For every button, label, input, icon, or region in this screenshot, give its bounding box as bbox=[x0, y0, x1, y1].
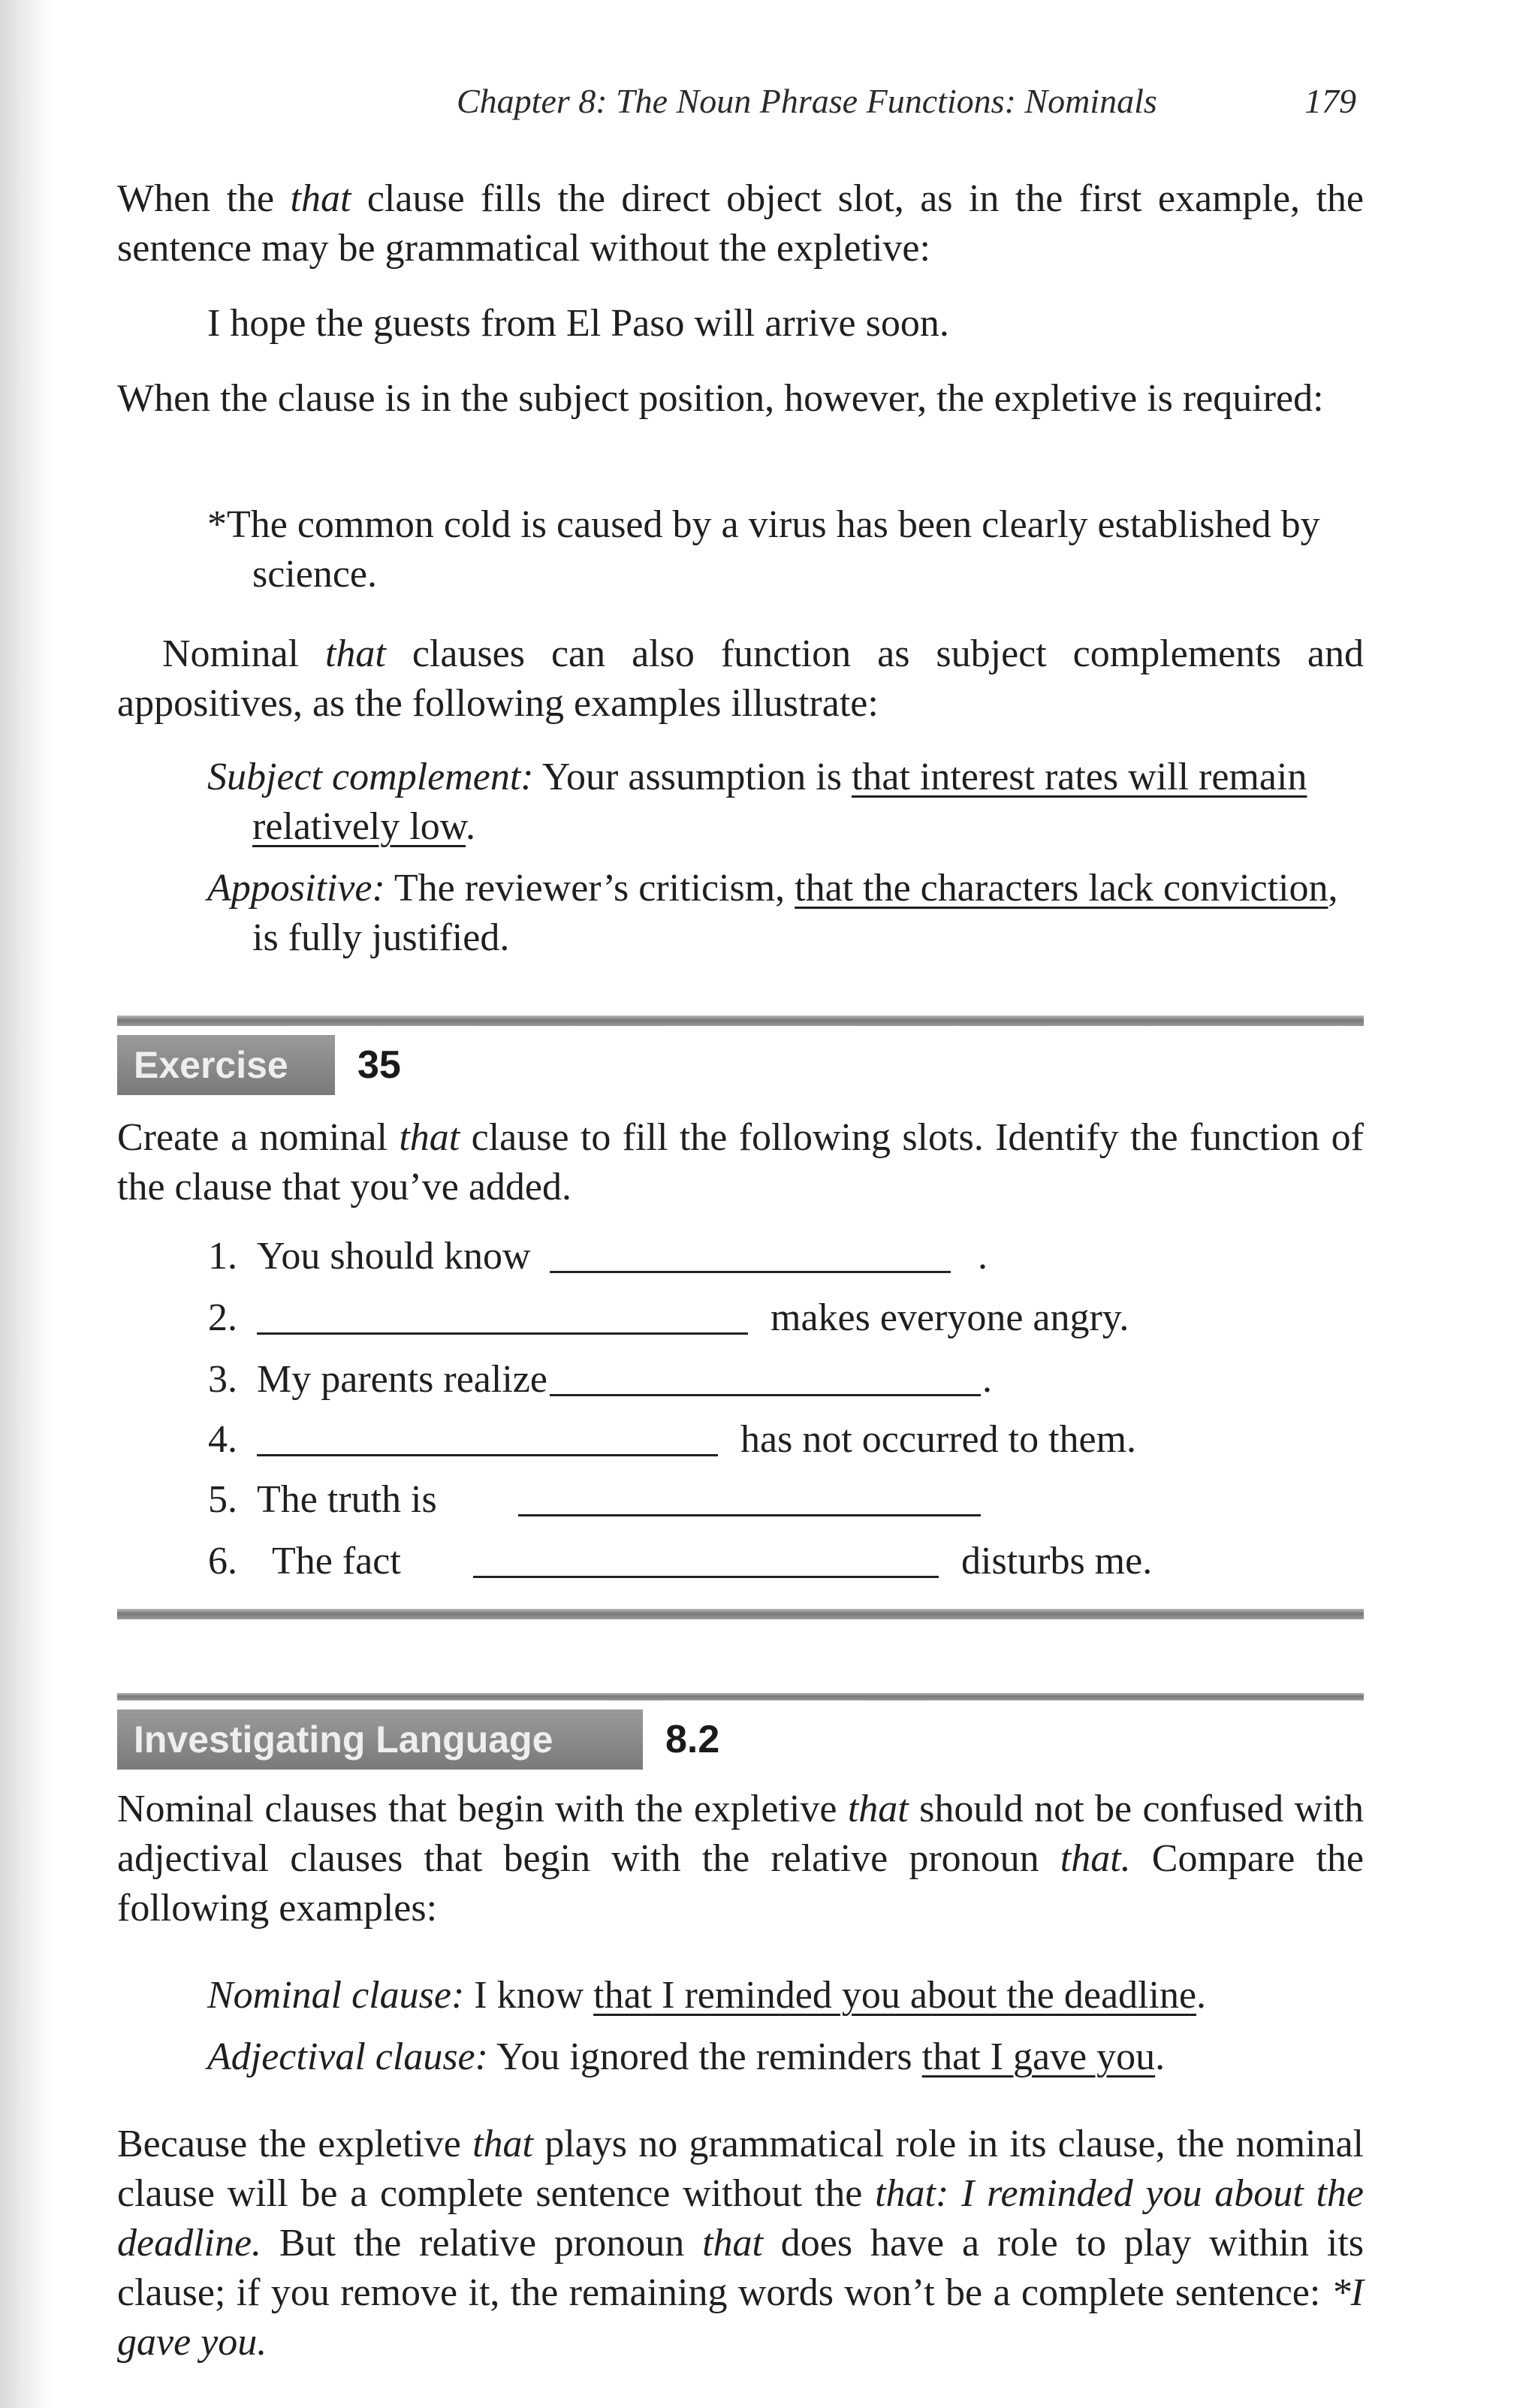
exercise-item-5: 5. The truth is bbox=[192, 1475, 1364, 1525]
exercise-bottom-rule bbox=[117, 1609, 1364, 1619]
intro-paragraph-3: Nominal that clauses can also function as subject complements and appositives, as the following examples illustrate: bbox=[117, 632, 1364, 725]
answer-blank-3[interactable] bbox=[550, 1394, 981, 1396]
example-subject-complement: Subject complement: Your assumption is that interest rates will remain relatively low. bbox=[207, 756, 1307, 848]
example-sentence-1: I hope the guests from El Paso will arrive soon. bbox=[207, 302, 949, 345]
intro-paragraph-1: When the that clause fills the direct object slot, as in the first example, the sentence may be grammatical without the expletive: bbox=[117, 177, 1364, 270]
exercise-item-6: 6. The fact disturbs me. bbox=[208, 1540, 1153, 1583]
example-appositive: Appositive: The reviewer’s criticism, that the characters lack conviction, is fully justified. bbox=[207, 867, 1338, 959]
example-adjectival-clause: Adjectival clause: You ignored the reminders that I gave you. bbox=[207, 2035, 1166, 2078]
exercise-item-3: 3. My parents realize . bbox=[208, 1358, 992, 1401]
exercise-item-4: 4. has not occurred to them. bbox=[208, 1418, 1137, 1461]
exercise-item-2: 2. makes everyone angry. bbox=[208, 1296, 1129, 1339]
answer-blank-2[interactable] bbox=[257, 1332, 748, 1335]
investigating-paragraph-2: Because the expletive that plays no grammatical role in its clause, the nominal clause will be a complete sentence without the that: I reminded you about the deadline. But the relative pronoun that does have a role to play within its clause; if you remove it, the remaining words won’t be a complete sentence: *I gave you. bbox=[117, 2123, 1365, 2364]
investigating-language-number: 8.2 bbox=[665, 1718, 720, 1761]
investigating-top-rule bbox=[117, 1693, 1364, 1700]
exercise-instructions: Create a nominal that clause to fill the following slots. Identify the function of the clause that you’ve added. bbox=[117, 1116, 1364, 1209]
investigating-language-label: Investigating Language bbox=[117, 1709, 643, 1770]
intro-paragraph-2: When the clause is in the subject position, however, the expletive is required: bbox=[117, 377, 1324, 420]
answer-blank-6[interactable] bbox=[473, 1576, 939, 1578]
book-spine-shadow bbox=[0, 0, 53, 2408]
page-number: 179 bbox=[1304, 82, 1356, 120]
example-sentence-2: *The common cold is caused by a virus has been clearly established by science. bbox=[207, 503, 1320, 596]
running-head bbox=[117, 81, 1364, 126]
answer-blank-4[interactable] bbox=[257, 1454, 718, 1456]
exercise-number: 35 bbox=[357, 1043, 401, 1087]
exercise-item-1: 1. You should know . bbox=[208, 1235, 988, 1278]
book-page bbox=[117, 0, 1364, 2408]
answer-blank-1[interactable] bbox=[550, 1271, 951, 1273]
answer-blank-5[interactable] bbox=[518, 1514, 981, 1516]
investigating-paragraph-1: Nominal clauses that begin with the expletive that should not be confused with adjectival clauses that begin with the relative pronoun that. Compare the following examples: bbox=[117, 1788, 1364, 1930]
chapter-title: Chapter 8: The Noun Phrase Functions: Nominals bbox=[457, 82, 1157, 120]
example-nominal-clause: Nominal clause: I know that I reminded you about the deadline. bbox=[207, 1974, 1207, 2017]
exercise-top-rule bbox=[117, 1015, 1364, 1026]
exercise-label: Exercise bbox=[117, 1035, 335, 1095]
